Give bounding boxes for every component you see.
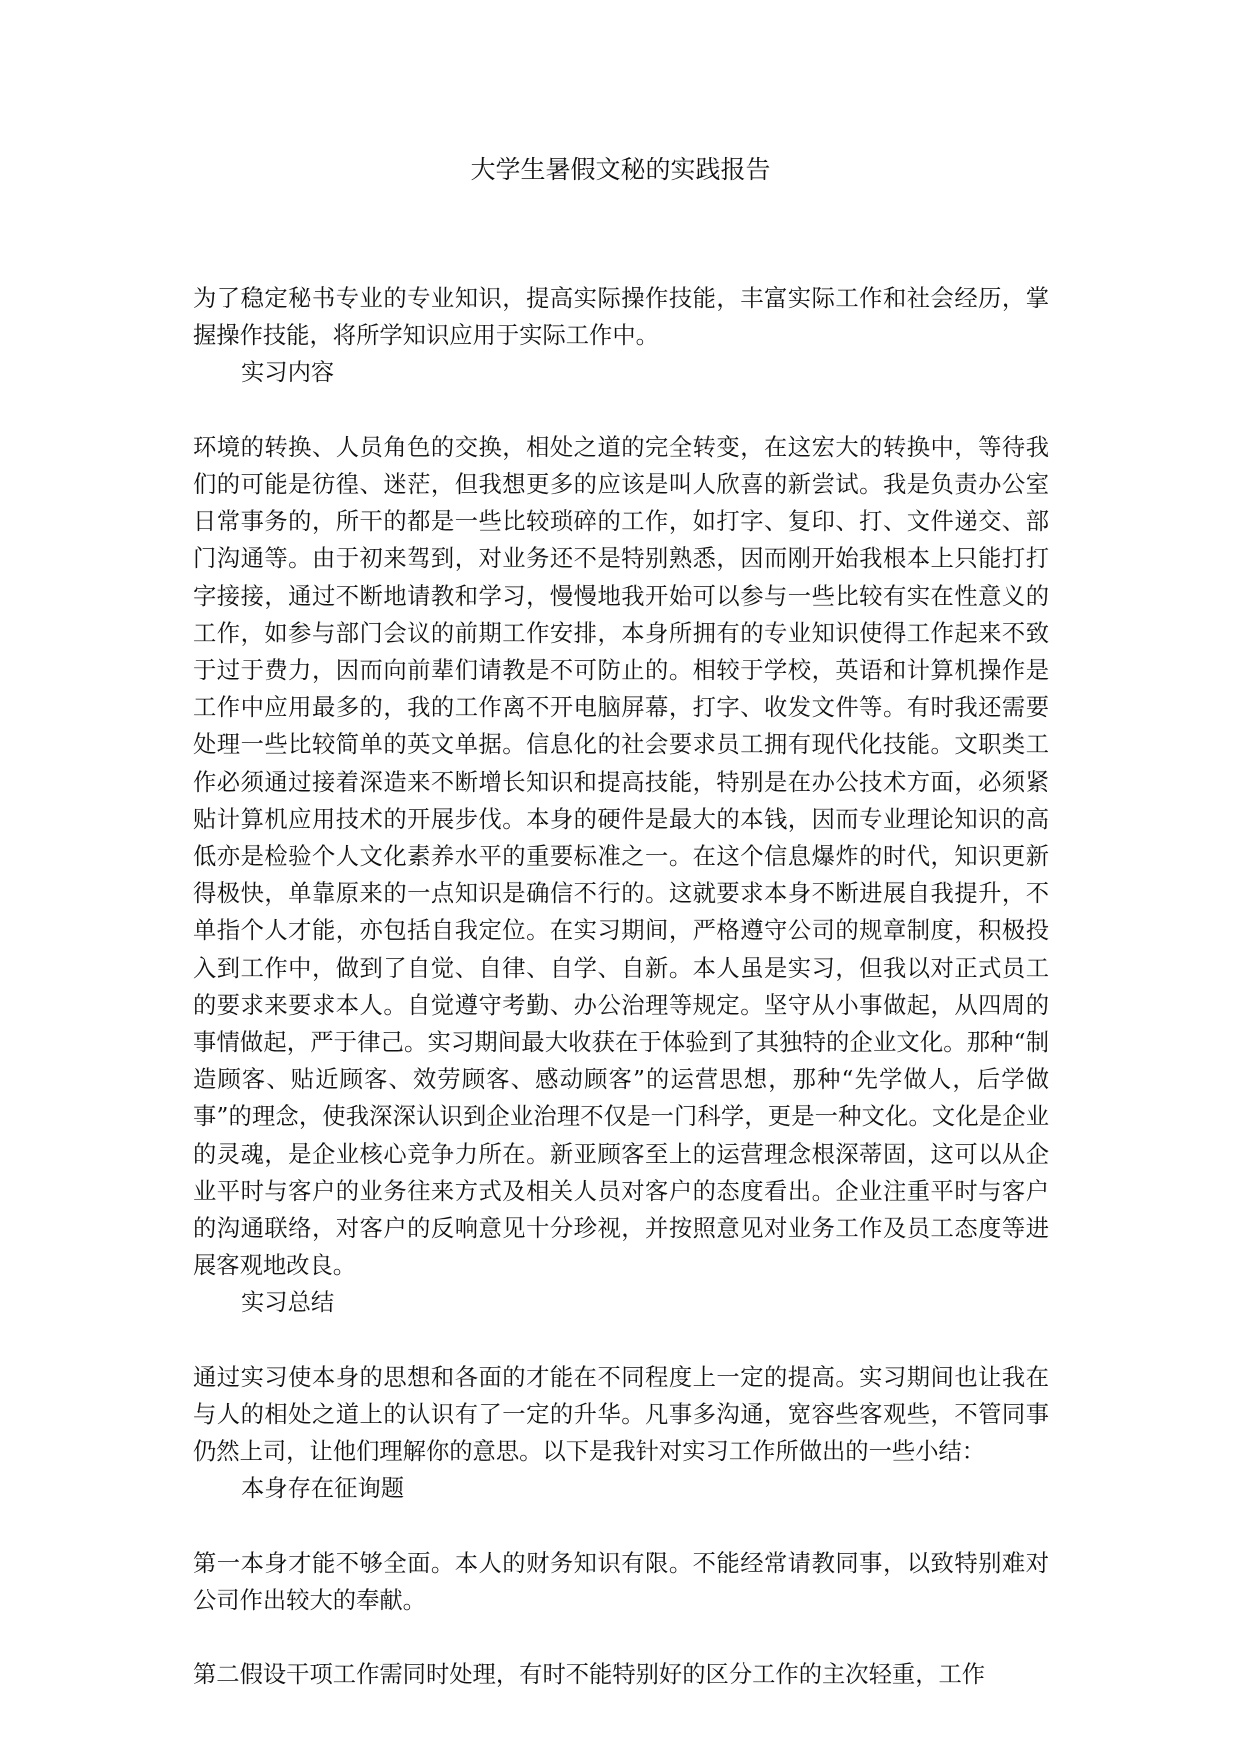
intro-paragraph: 为了稳定秘书专业的专业知识，提高实际操作技能，丰富实际工作和社会经历，掌握操作技能，将所学知识应用于实际工作中。 [193, 285, 1049, 350]
section-heading-internship-content: 实习内容 [241, 359, 335, 387]
problem-point-1: 第一本身才能不够全面。本人的财务知识有限。不能经常请教同事，以致特别难对公司作出较大的奉献。 [193, 1549, 1049, 1615]
problem-point-2: 第二假设干项工作需同时处理，有时不能特别好的区分工作的主次轻重，工作 [193, 1661, 986, 1689]
document-body [193, 280, 1049, 1694]
section-heading-internship-summary: 实习总结 [241, 1289, 335, 1317]
internship-content-paragraph: 环境的转换、人员角色的交换，相处之道的完全转变，在这宏大的转换中，等待我们的可能是彷徨、迷茫，但我想更多的应该是叫人欣喜的新尝试。我是负责办公室日常事务的，所干的都是一些比较琐碎的工作，如打字、复印、打、文件递交、部门沟通等。由于初来驾到，对业务还不是特别熟悉，因而刚开始我根本上只能打打字接接，通过不断地请教和学习，慢慢地我开始可以参与一些比较有实在性意义的工作，如参与部门会议的前期工作安排，本身所拥有的专业知识使得工作起来不致于过于费力，因而向前辈们请教是不可防止的。相较于学校，英语和计算机操作是工作中应用最多的，我的工作离不开电脑屏幕，打字、收发文件等。有时我还需要处理一些比较简单的英文单据。信息化的社会要求员工拥有现代化技能。文职类工作必须通过接着深造来不断增长知识和提高技能，特别是在办公技术方面，必须紧贴计算机应用技术的开展步伐。本身的硬件是最大的本钱，因而专业理论知识的高低亦是检验个人文化素养水平的重要标准之一。在这个信息爆炸的时代，知识更新得极快，单靠原来的一点知识是确信不行的。这就要求本身不断进展自我提升，不单指个人才能，亦包括自我定位。在实习期间，严格遵守公司的规章制度，积极投入到工作中，做到了自觉、自律、自学、自新。本人虽是实习，但我以对正式员工的要求来要求本人。自觉遵守考勤、办公治理等规定。坚守从小事做起，从四周的事情做起，严于律己。实习期间最大收获在于体验到了其独特的企业文化。那种“制造顾客、贴近顾客、效劳顾客、感动顾客”的运营思想，那种“先学做人，后学做事”的理念，使我深深认识到企业治理不仅是一门科学，更是一种文化。文化是企业的灵魂，是企业核心竞争力所在。新亚顾客至上的运营理念根深蒂固，这可以从企业平时与客户的业务往来方式及相关人员对客户的态度看出。企业注重平时与客户的沟通联络，对客户的反响意见十分珍视，并按照意见对业务工作及员工态度等进展客观地改良。 [193, 433, 1049, 1280]
document-title: 大学生暑假文秘的实践报告 [470, 155, 771, 184]
paragraph-gap [193, 1619, 1049, 1656]
internship-summary-paragraph: 通过实习使本身的思想和各面的才能在不同程度上一定的提高。实习期间也让我在与人的相处之道上的认识有了一定的升华。凡事多沟通，宽容些客观些，不管同事仍然上司，让他们理解你的意思。以下是我针对实习工作所做出的一些小结： [193, 1363, 1049, 1466]
section-heading-existing-problems: 本身存在征询题 [241, 1475, 405, 1503]
